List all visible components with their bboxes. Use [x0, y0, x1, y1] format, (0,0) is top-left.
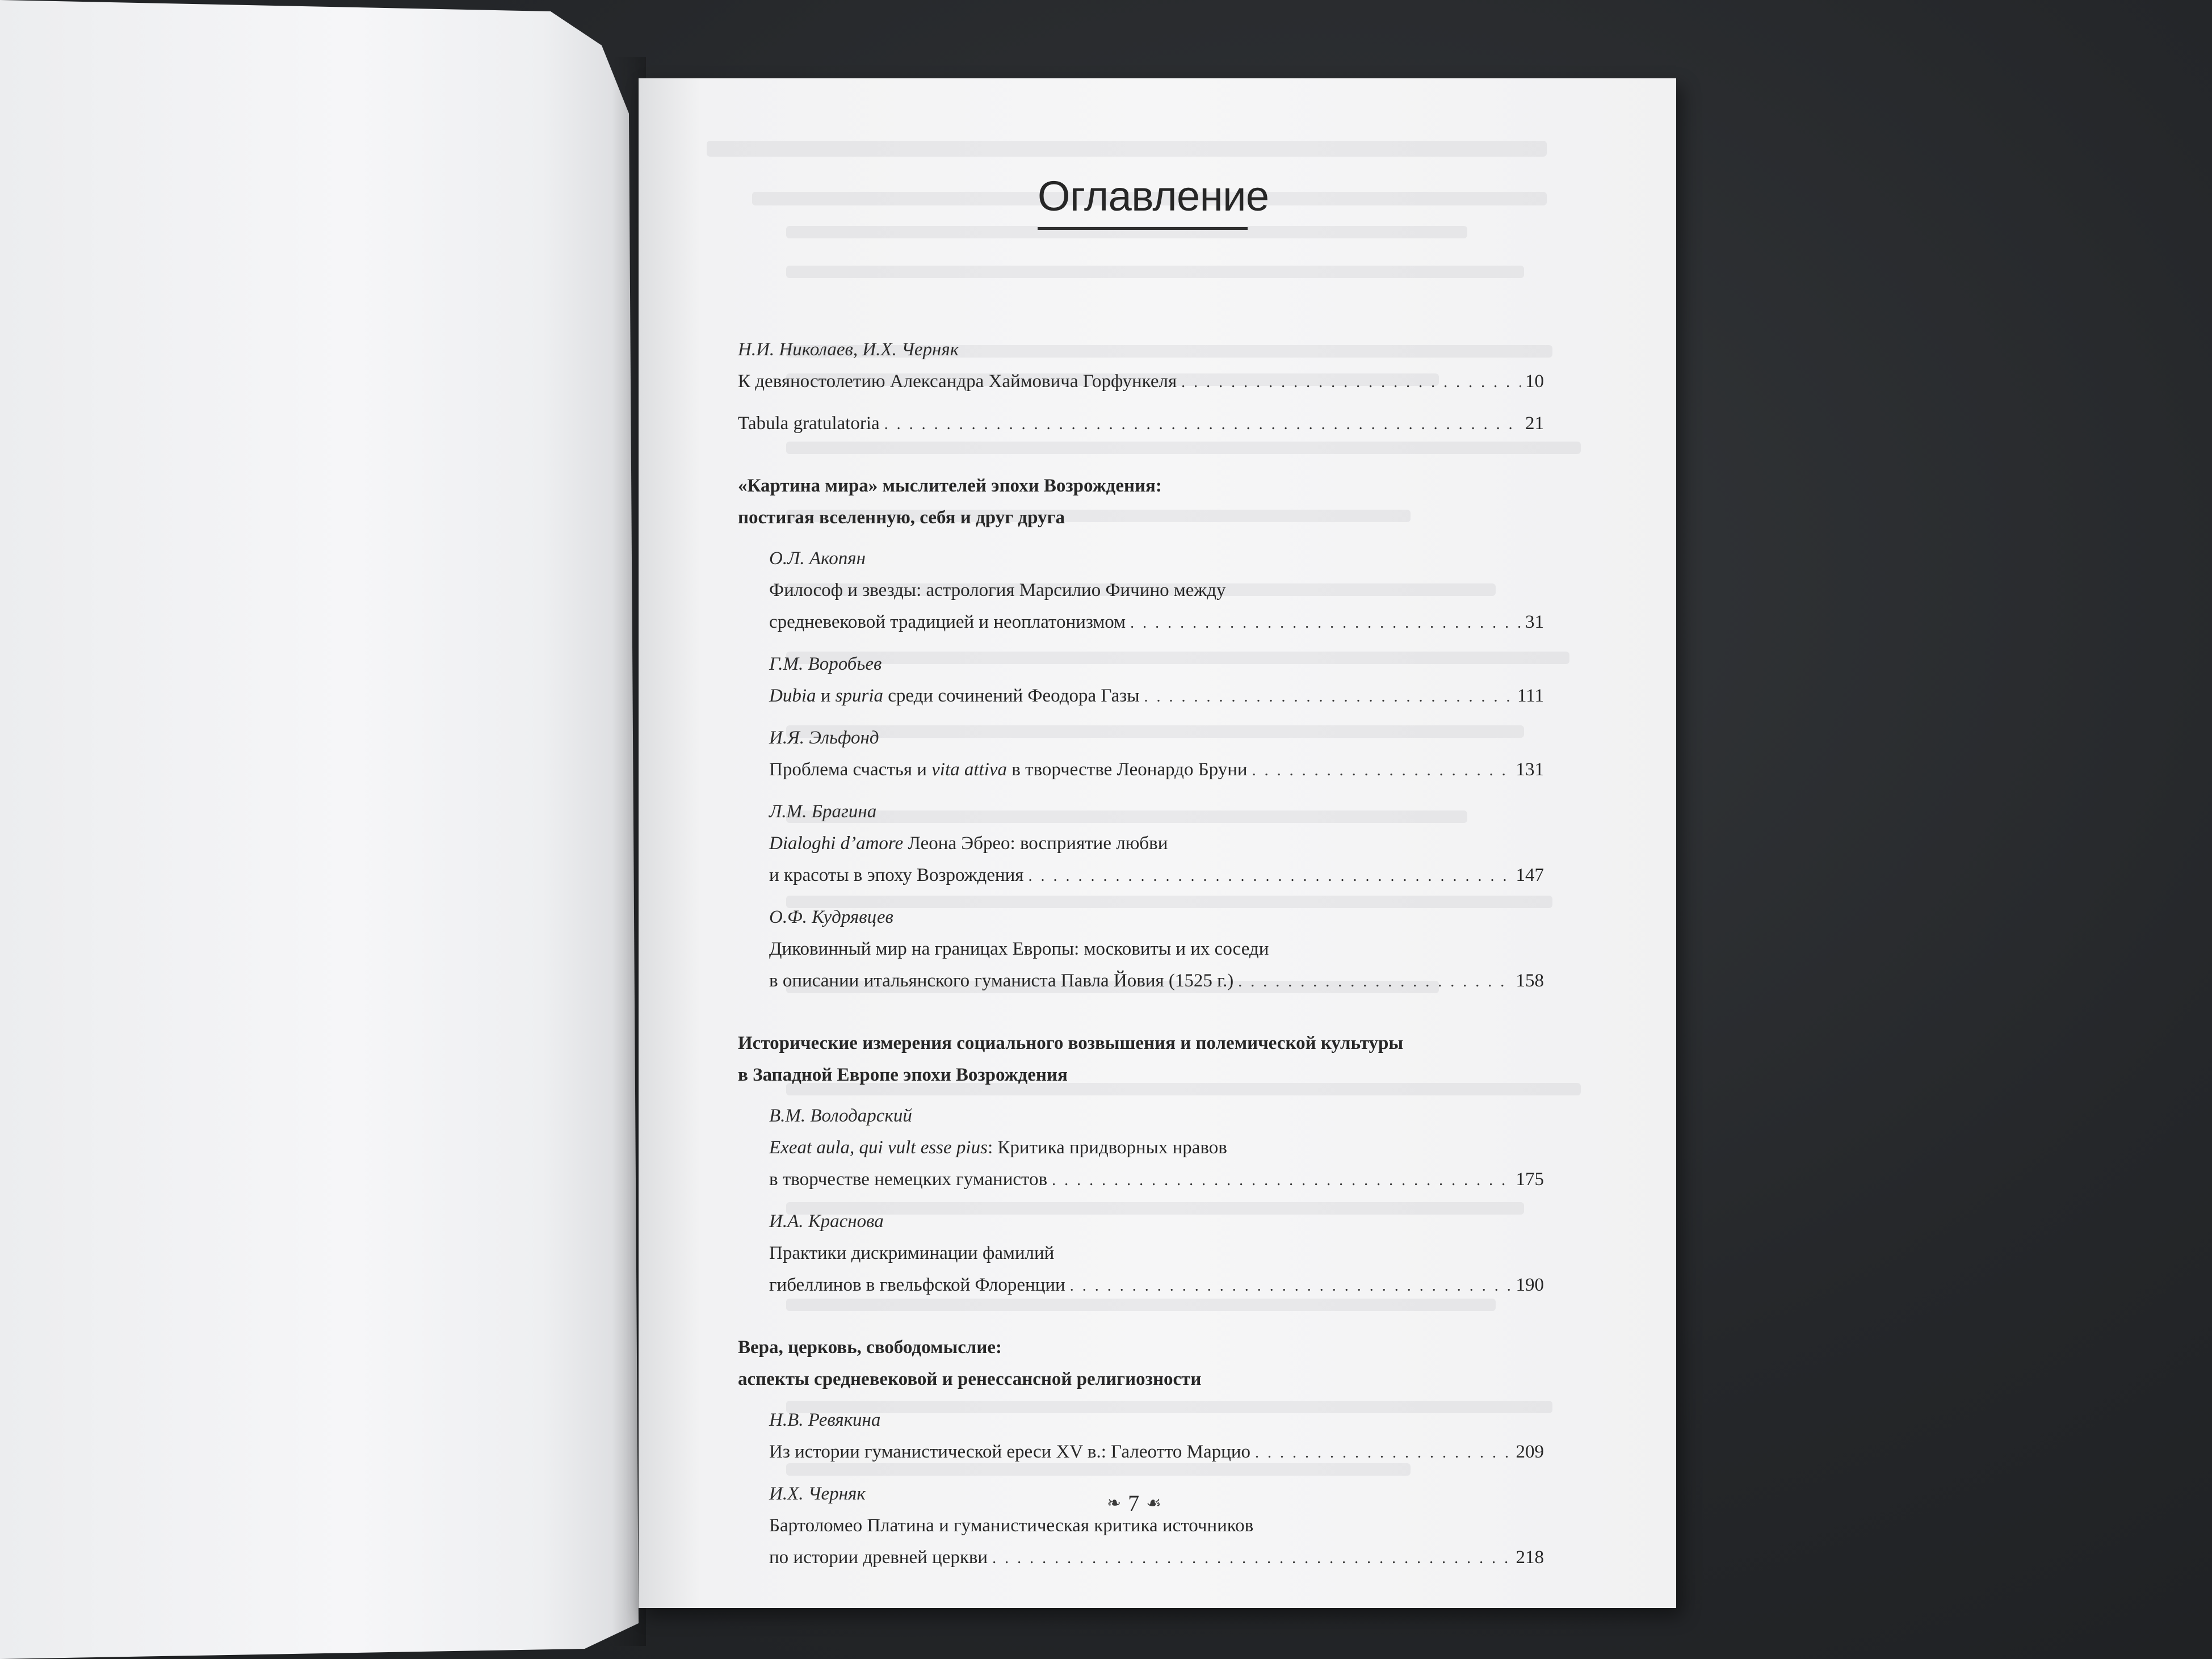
entry-title-line: Бартоломео Платина и гуманистическая критика источников — [769, 1515, 1254, 1536]
toc-entry — [769, 901, 1544, 998]
leader-dots — [1181, 367, 1521, 398]
entry-title-line: Exeat aula, qui vult esse pius: Критика придворных нравов — [769, 1137, 1227, 1158]
leader-dots — [884, 409, 1521, 440]
entry-page-number: 21 — [1525, 413, 1544, 434]
entry-title-line — [769, 1542, 1544, 1574]
toc-entry — [769, 543, 1544, 639]
entry-title-line — [769, 680, 1544, 713]
entry-title-line: Dialoghi d’amore Леона Эбрео: восприятие любви — [769, 833, 1168, 854]
entry-author: Н.В. Ревякина — [769, 1410, 881, 1430]
fleuron-right-icon: ☙ — [1146, 1494, 1162, 1513]
toc-section — [738, 1027, 1544, 1302]
entry-page-number: 147 — [1516, 865, 1544, 885]
entry-title: Из истории гуманистической ереси XV в.: Галеотто Марцио — [769, 1442, 1250, 1462]
title-underline — [1038, 227, 1248, 230]
toc-entry — [769, 796, 1544, 892]
entry-title: Tabula gratulatoria — [738, 413, 880, 434]
leader-dots — [1028, 860, 1511, 892]
entry-title-line — [769, 754, 1544, 787]
section-heading-line: постигая вселенную, себя и друг друга — [738, 507, 1065, 528]
entry-page-number: 131 — [1516, 759, 1544, 780]
page-folio — [1107, 1490, 1161, 1517]
leader-dots — [1238, 966, 1511, 998]
toc-entry — [738, 334, 1544, 398]
section-heading-line: Вера, церковь, свободомыслие: — [738, 1337, 1002, 1358]
entry-author: И.Я. Эльфонд — [769, 728, 879, 748]
entry-title: и красоты в эпоху Возрождения — [769, 865, 1024, 885]
toc-entry — [738, 408, 1544, 440]
entry-author: И.Х. Черняк — [769, 1484, 866, 1504]
leader-dots — [1144, 681, 1513, 713]
left-page-blank — [0, 0, 639, 1659]
leader-dots — [992, 1543, 1511, 1574]
leader-dots — [1070, 1270, 1512, 1302]
entry-page-number: 175 — [1516, 1169, 1544, 1190]
entry-title-line — [738, 408, 1544, 440]
entry-title: гибеллинов в гвельфской Флоренции — [769, 1275, 1065, 1295]
entry-title-line — [769, 1164, 1544, 1196]
entry-title-line: Диковинный мир на границах Европы: московиты и их соседи — [769, 939, 1269, 959]
toc-entry — [769, 722, 1544, 787]
section-heading-line: Исторические измерения социального возвышения и полемической культуры — [738, 1033, 1404, 1053]
section-heading-line: в Западной Европе эпохи Возрождения — [738, 1065, 1068, 1085]
toc-section — [738, 1332, 1544, 1574]
leader-dots — [1052, 1165, 1511, 1196]
entry-title-line — [769, 1269, 1544, 1302]
entry-title-line — [769, 965, 1544, 998]
entry-page-number: 158 — [1516, 971, 1544, 991]
fleuron-left-icon: ❧ — [1107, 1494, 1122, 1513]
entry-author: Л.М. Брагина — [769, 801, 877, 822]
page-title: Оглавление — [1038, 173, 1269, 220]
toc-entry — [769, 648, 1544, 713]
entry-title: Dubia и spuria среди сочинений Феодора Газы — [769, 686, 1140, 706]
entry-title-line — [769, 859, 1544, 892]
toc-section — [738, 470, 1544, 998]
entry-title: К девяностолетию Александра Хаймовича Горфункеля — [738, 371, 1177, 392]
toc-entry — [769, 1206, 1544, 1302]
entry-title-line — [769, 1436, 1544, 1469]
entry-author: О.Л. Акопян — [769, 548, 866, 569]
entry-author: В.М. Володарский — [769, 1106, 912, 1126]
entry-page-number: 190 — [1516, 1275, 1544, 1295]
entry-author: Н.И. Николаев, И.Х. Черняк — [738, 339, 959, 360]
entry-page-number: 10 — [1525, 371, 1544, 392]
entry-page-number: 218 — [1516, 1547, 1544, 1568]
table-of-contents — [738, 334, 1544, 1574]
entry-title: в описании итальянского гуманиста Павла Йовия (1525 г.) — [769, 971, 1234, 991]
entry-author: И.А. Краснова — [769, 1211, 884, 1232]
toc-entry — [769, 1404, 1544, 1469]
entry-title-line: Философ и звезды: астрология Марсилио Фичино между — [769, 580, 1226, 600]
entry-title: средневековой традицией и неоплатонизмом — [769, 612, 1126, 632]
entry-page-number: 31 — [1525, 612, 1544, 632]
entry-page-number: 209 — [1516, 1442, 1544, 1462]
entry-title-line — [769, 606, 1544, 639]
entry-title: по истории древней церкви — [769, 1547, 988, 1568]
leader-dots — [1252, 755, 1512, 787]
leader-dots — [1255, 1437, 1512, 1469]
entry-title: Проблема счастья и vita attiva в творчестве Леонардо Бруни — [769, 759, 1248, 780]
page-number: 7 — [1128, 1490, 1140, 1516]
entry-title: в творчестве немецких гуманистов — [769, 1169, 1048, 1190]
entry-title-line — [738, 366, 1544, 398]
entry-author: О.Ф. Кудрявцев — [769, 907, 893, 927]
entry-author: Г.М. Воробьев — [769, 654, 882, 674]
toc-entry — [769, 1100, 1544, 1196]
entry-page-number: 111 — [1517, 686, 1544, 706]
entry-title-line: Практики дискриминации фамилий — [769, 1243, 1055, 1263]
section-heading-line: «Картина мира» мыслителей эпохи Возрождения: — [738, 476, 1162, 496]
section-heading-line: аспекты средневековой и ренессансной религиозности — [738, 1369, 1202, 1389]
leader-dots — [1130, 607, 1521, 639]
